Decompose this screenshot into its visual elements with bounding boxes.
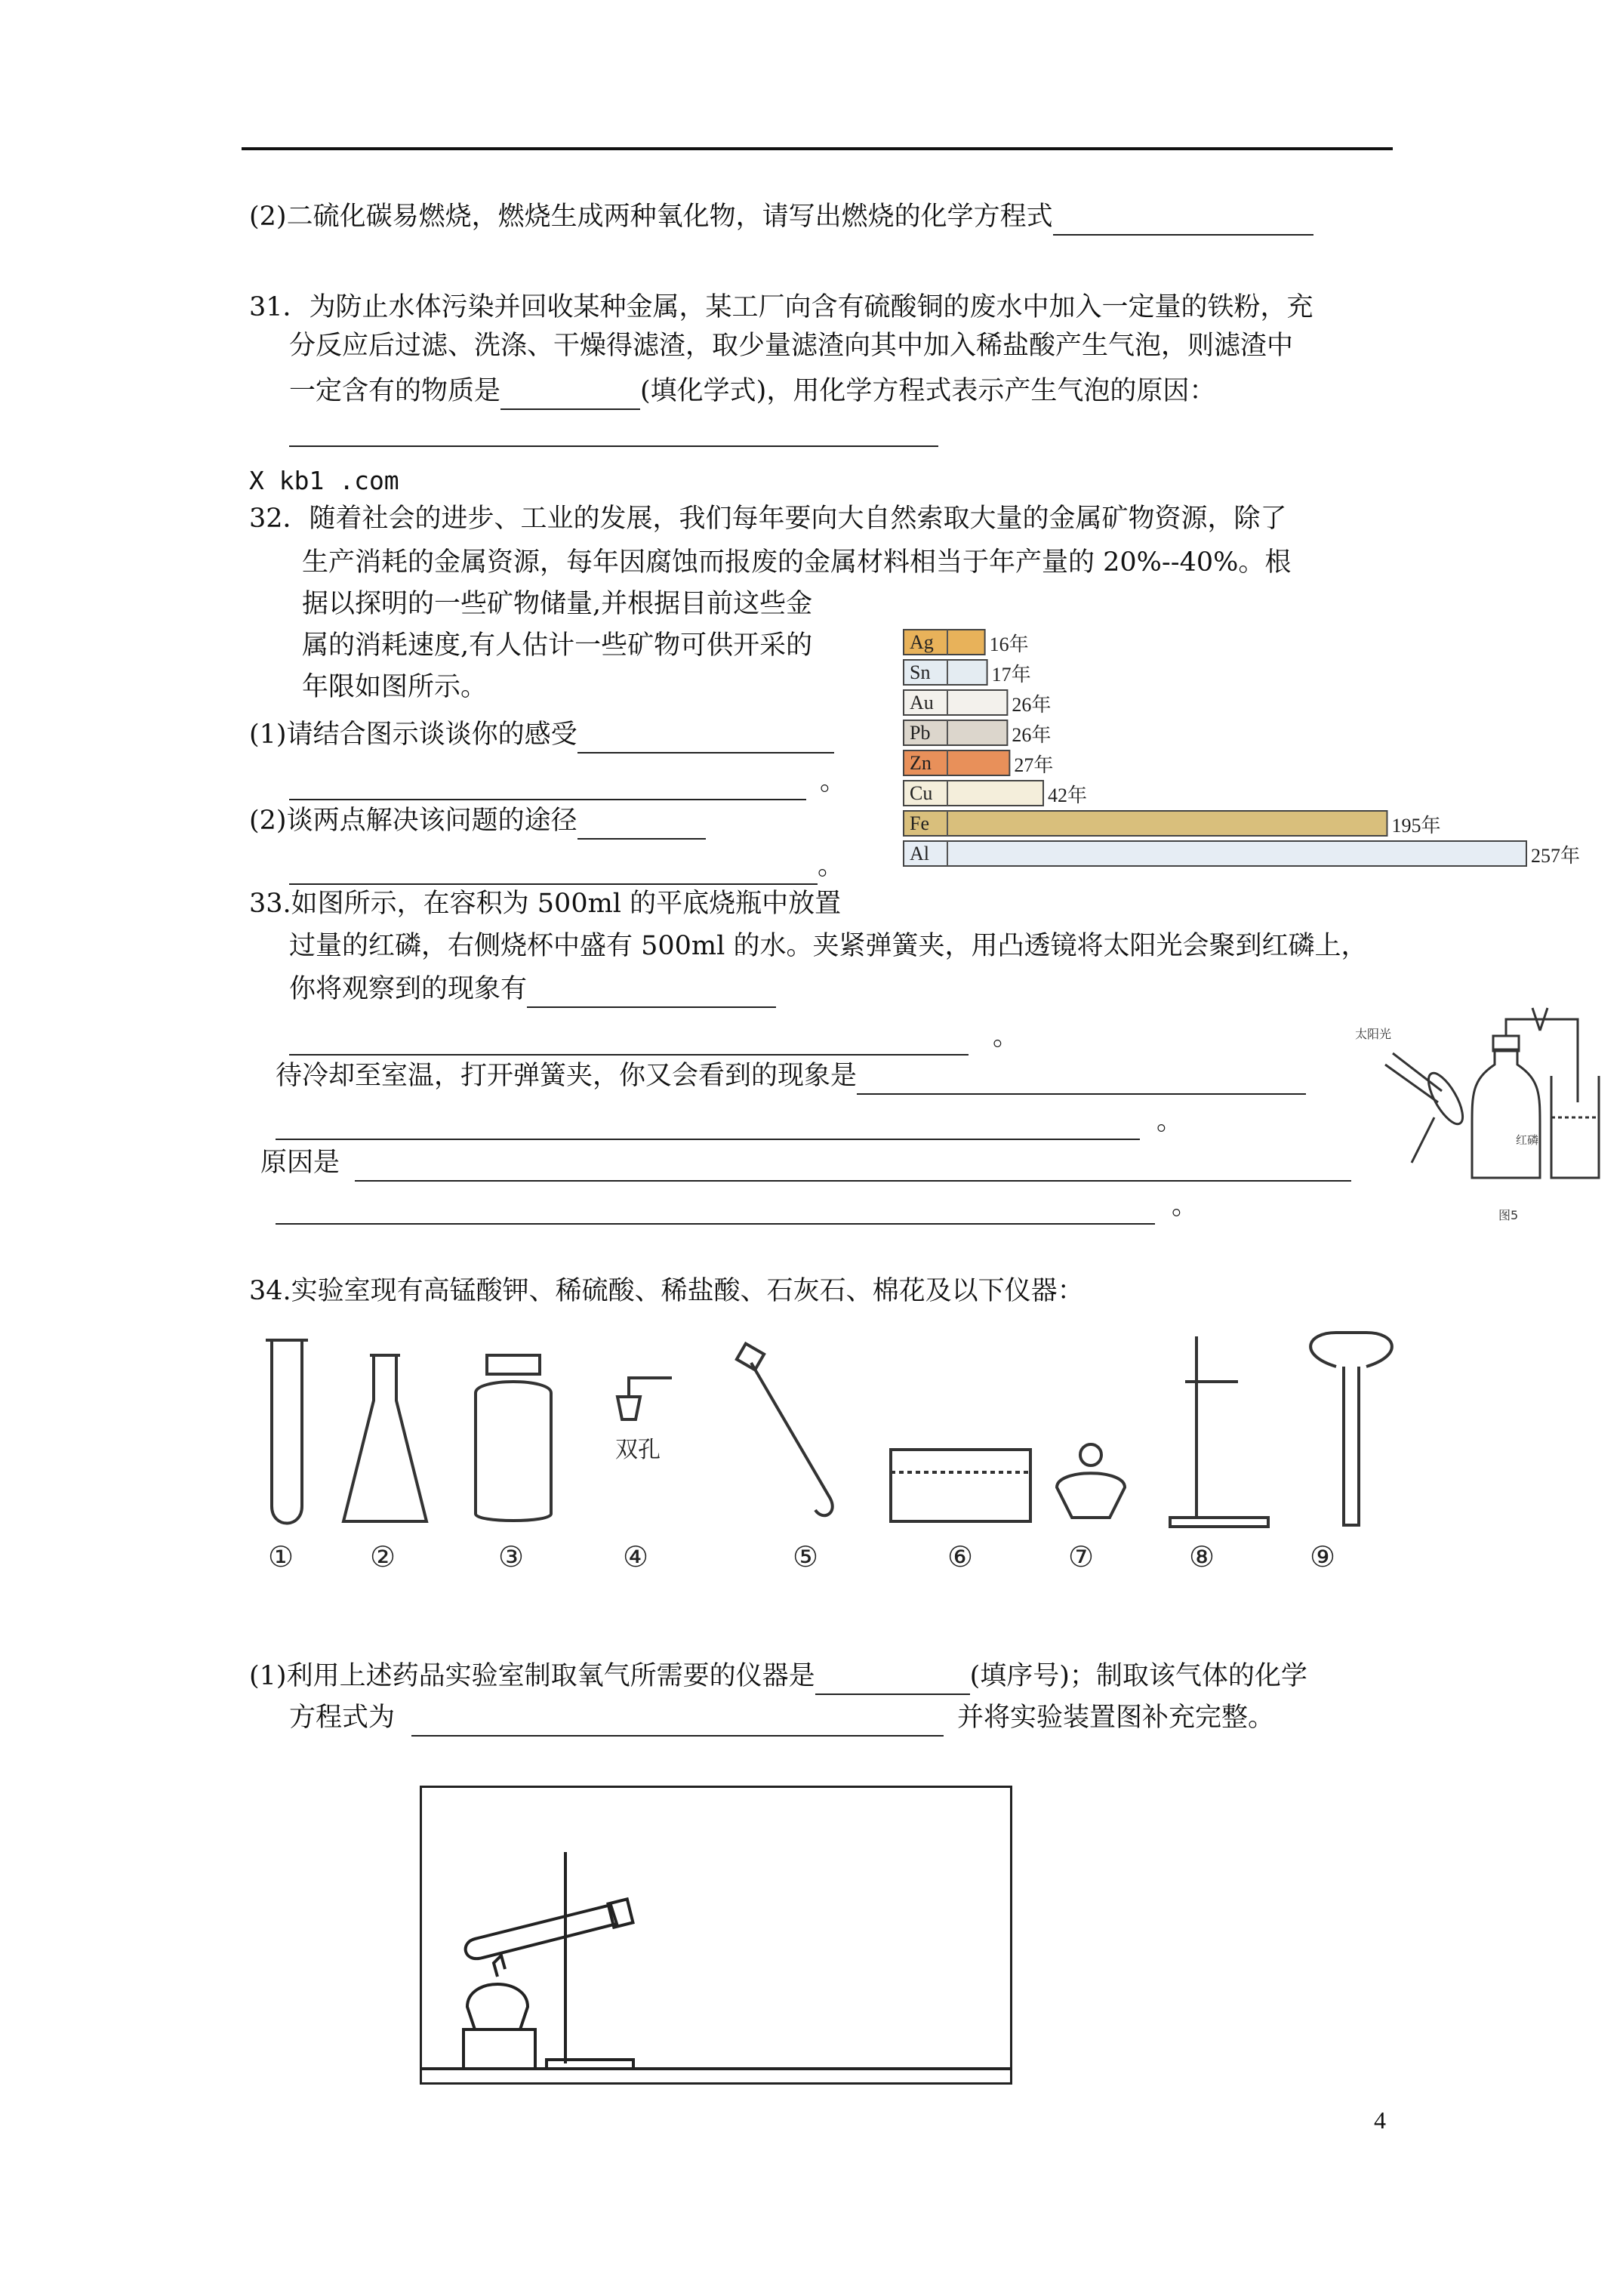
category-label: Ag <box>910 631 934 653</box>
q33-line5-blank2 <box>276 1187 1198 1225</box>
q34-sub1-line2 <box>289 1699 1274 1737</box>
q33-line2: 过量的红磷，右侧烧杯中盛有 500ml 的水。夹紧弹簧夹，用凸透镜将太阳光会聚到红磷上， <box>289 931 1368 961</box>
q32-line1: 32．随着社会的进步、工业的发展，我们每年要向大自然索取大量的金属矿物资源，除了 <box>249 504 1287 534</box>
q31-line2: 分反应后过滤、洗涤、干燥得滤渣，取少量滤渣向其中加入稀盐酸产生气泡，则滤渣中 <box>289 331 1294 361</box>
q32-sub2-text: (2)谈两点解决该问题的途径 <box>249 806 577 836</box>
q30-part2 <box>249 198 1313 236</box>
category-label: Sn <box>910 661 931 683</box>
q34-sub1-text4: 并将实验装置图补充完整。 <box>957 1703 1275 1733</box>
q34-sub1-text3: 方程式为 <box>289 1703 396 1733</box>
alcohol-lamp-icon <box>1057 1473 1125 1518</box>
mineral-years-chart <box>902 625 1604 886</box>
bar-al <box>904 841 1526 866</box>
value-label: 26年 <box>1012 694 1052 716</box>
lens-handle <box>1412 1117 1434 1163</box>
q32-line5: 年限如图所示。 <box>302 672 488 702</box>
value-label: 17年 <box>991 664 1031 686</box>
bent-delivery-tube-icon <box>751 1363 833 1515</box>
period: 。 <box>1172 1191 1199 1221</box>
q34-sub1-text2: (填序号)；制取该气体的化学 <box>969 1661 1307 1691</box>
q33-line5 <box>260 1144 1351 1182</box>
header-rule <box>242 147 1393 150</box>
stopper-tube-icon <box>629 1378 672 1397</box>
q31-line1: 31．为防止水体污染并回收某种金属，某工厂向含有硫酸铜的废水中加入一定量的铁粉，充 <box>249 292 1313 322</box>
answer-blank[interactable] <box>276 1110 1140 1140</box>
category-label: Cu <box>910 782 933 804</box>
bar-fe <box>904 811 1387 836</box>
test-tube-icon <box>272 1340 302 1524</box>
answer-blank[interactable] <box>577 723 834 754</box>
page-number: 4 <box>1374 2106 1386 2134</box>
q32-line3: 据以探明的一些矿物储量,并根据目前这些金 <box>302 589 813 619</box>
answer-blank[interactable] <box>857 1065 1306 1095</box>
watermark-text: X kb1 .com <box>249 466 399 495</box>
q34-sub1-text: (1)利用上述药品实验室制取氧气所需要的仪器是 <box>249 1661 815 1691</box>
tube-stopper-icon <box>608 1899 633 1927</box>
value-label: 195年 <box>1391 815 1441 837</box>
q33-line4 <box>276 1057 1306 1095</box>
answer-blank[interactable] <box>289 1025 969 1056</box>
q34-intro: 34.实验室现有高锰酸钾、稀硫酸、稀盐酸、石灰石、棉花及以下仪器： <box>249 1276 1084 1306</box>
tilted-test-tube-icon <box>466 1905 617 1959</box>
answer-blank[interactable] <box>276 1194 1155 1225</box>
category-label: Au <box>910 692 934 713</box>
apparatus-number: ⑨ <box>1310 1540 1336 1573</box>
convex-lens <box>1422 1068 1469 1129</box>
q31-line3a: 一定含有的物质是 <box>289 376 501 406</box>
q32-line4: 属的消耗速度,有人估计一些矿物可供开采的 <box>302 630 813 661</box>
apparatus-number: ⑦ <box>1068 1540 1095 1573</box>
q33-line3 <box>289 970 776 1008</box>
q32-sub2-blank2 <box>289 847 844 885</box>
two-hole-stopper-icon <box>617 1397 640 1419</box>
label-phosphorus: 红磷 <box>1516 1133 1539 1147</box>
q33-line4-text: 待冷却至室温，打开弹簧夹，你又会看到的现象是 <box>276 1061 858 1091</box>
apparatus-number: ② <box>370 1540 396 1573</box>
answer-blank[interactable] <box>815 1665 970 1695</box>
period: 。 <box>993 1022 1020 1052</box>
answer-blank[interactable] <box>1053 205 1313 236</box>
value-label: 257年 <box>1531 845 1581 867</box>
q33-line5-text: 原因是 <box>260 1148 340 1178</box>
stopper-label: 双孔 <box>615 1437 661 1463</box>
q33-line3-blank2 <box>289 1018 1019 1056</box>
value-label: 42年 <box>1048 784 1088 806</box>
apparatus-diagram-frame <box>420 1786 1012 2085</box>
apparatus-number: ⑧ <box>1189 1540 1215 1573</box>
value-label: 16年 <box>989 633 1029 655</box>
heating-apparatus-diagram <box>422 1788 1010 2082</box>
q33-line1: 33.如图所示，在容积为 500ml 的平底烧瓶中放置 <box>249 889 842 919</box>
gas-jar-lid-icon <box>487 1355 540 1374</box>
answer-blank[interactable] <box>289 855 818 885</box>
q32-sub1-text: (1)请结合图示谈谈你的感受 <box>249 720 577 750</box>
q33-line4-blank2 <box>276 1102 1183 1140</box>
q32-sub2 <box>249 802 706 840</box>
flask <box>1472 1049 1540 1178</box>
q31-line3b: (填化学式)，用化学方程式表示产生气泡的原因： <box>640 376 1216 406</box>
conical-flask-icon <box>343 1355 427 1521</box>
answer-blank[interactable] <box>355 1151 1351 1182</box>
period: 。 <box>820 766 847 797</box>
category-label: Fe <box>910 812 929 834</box>
q32-line2: 生产消耗的金属资源，每年因腐蚀而报废的金属材料相当于年产量的 20%--40%。根 <box>302 547 1292 578</box>
category-label: Pb <box>910 722 931 744</box>
sunlight-ray <box>1385 1065 1438 1102</box>
value-label: 27年 <box>1014 754 1054 776</box>
q34-sub1 <box>249 1657 1307 1695</box>
q32-sub1-blank2 <box>289 763 846 800</box>
apparatus-row <box>249 1325 1427 1574</box>
apparatus-number: ④ <box>623 1540 649 1573</box>
answer-blank[interactable] <box>411 1706 944 1737</box>
thistle-funnel-icon <box>1310 1333 1392 1367</box>
wood-block-icon <box>463 2029 535 2069</box>
apparatus-number: ⑥ <box>947 1540 974 1573</box>
category-label: Al <box>910 843 929 864</box>
q30-part2-text: (2)二硫化碳易燃烧，燃烧生成两种氧化物，请写出燃烧的化学方程式 <box>249 202 1053 232</box>
period: 。 <box>818 851 845 881</box>
answer-blank[interactable] <box>577 809 706 840</box>
answer-blank[interactable] <box>289 770 806 800</box>
value-label: 26年 <box>1012 724 1052 746</box>
q32-sub1 <box>249 716 834 754</box>
apparatus-number: ③ <box>498 1540 525 1573</box>
answer-blank[interactable] <box>289 445 938 447</box>
gas-jar-icon <box>476 1382 551 1521</box>
beaker <box>1551 1076 1599 1178</box>
apparatus-number: ① <box>268 1540 294 1573</box>
answer-blank[interactable] <box>500 380 640 410</box>
q33-line3-text: 你将观察到的现象有 <box>289 974 528 1004</box>
water-trough-icon <box>891 1450 1030 1521</box>
flame-icon <box>494 1955 505 1977</box>
figure-caption: 图5 <box>1498 1208 1519 1222</box>
apparatus-number: ⑤ <box>793 1540 819 1573</box>
alcohol-lamp-icon <box>467 1984 528 2029</box>
category-label: Zn <box>910 752 932 774</box>
label-sunlight: 太阳光 <box>1355 1027 1392 1041</box>
answer-blank[interactable] <box>527 978 776 1008</box>
q31-line3 <box>289 372 1215 410</box>
period: 。 <box>1156 1106 1184 1136</box>
red-phosphorus-apparatus-figure <box>1351 1004 1600 1231</box>
